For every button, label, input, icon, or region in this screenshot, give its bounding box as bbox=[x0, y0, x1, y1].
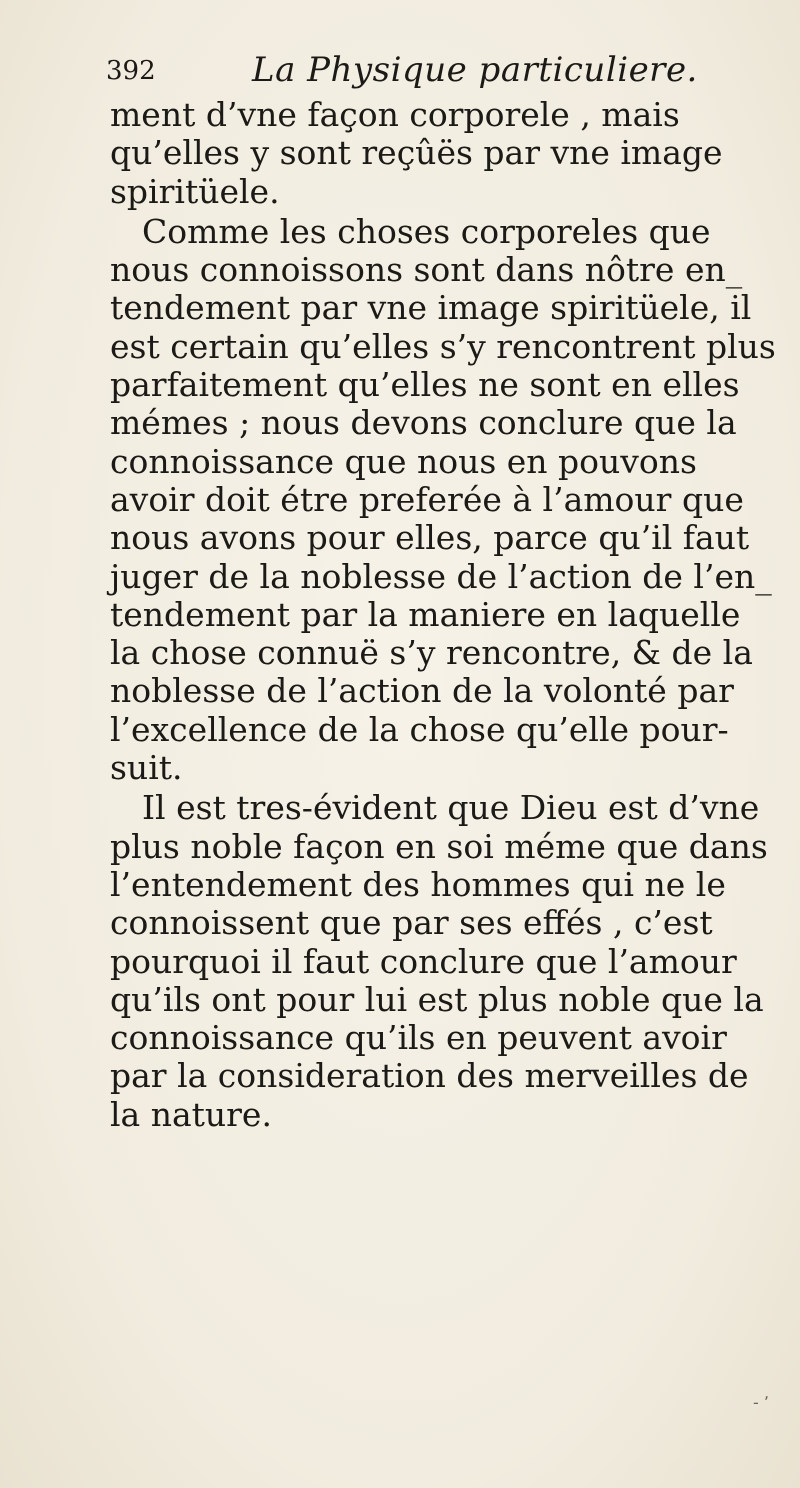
running-head-title: La Physique particuliere. bbox=[252, 50, 698, 90]
paragraph-3 bbox=[110, 789, 770, 1134]
text-line: noblesse de l’action de la volonté par bbox=[110, 671, 734, 711]
text-line: l’entendement des hommes qui ne le bbox=[110, 864, 726, 904]
text-line: tendement par vne image spiritüele, il bbox=[110, 288, 752, 328]
text-line: ment d’vne façon corporele , mais bbox=[110, 95, 680, 134]
footer-mark: - ʼ bbox=[753, 1393, 769, 1412]
text-line: qu’ils ont pour lui est plus noble que la bbox=[110, 979, 764, 1019]
text-line: Il est tres-évident que Dieu est d’vne bbox=[142, 788, 760, 828]
text-line: la chose connuë s’y rencontre, & de la bbox=[110, 633, 753, 673]
paragraph-2 bbox=[110, 211, 776, 788]
paragraph-1 bbox=[110, 96, 770, 211]
body-text bbox=[110, 95, 776, 1134]
text-line: nous avons pour elles, parce qu’il faut bbox=[110, 518, 750, 558]
text-line: connoissance qu’ils en peuvent avoir bbox=[110, 1018, 727, 1058]
text-line: est certain qu’elles s’y rencontrent plus bbox=[110, 326, 776, 366]
text-line: pourquoi il faut conclure que l’amour bbox=[110, 941, 737, 981]
text-line: tendement par la maniere en laquelle bbox=[110, 594, 741, 634]
text-line: l’excellence de la chose qu’elle pour- bbox=[110, 709, 729, 749]
text-line: la nature. bbox=[110, 1094, 272, 1134]
text-line: connoissent que par ses effés , c’est bbox=[110, 903, 713, 943]
text-line: parfaitement qu’elles ne sont en elles bbox=[110, 365, 740, 405]
text-line: par la consideration des merveilles de bbox=[110, 1056, 749, 1096]
page-number: 392 bbox=[106, 56, 156, 86]
text-line: avoir doit étre preferée à l’amour que bbox=[110, 479, 744, 519]
text-line: juger de la noblesse de l’action de l’en_ bbox=[110, 556, 772, 596]
text-line: plus noble façon en soi méme que dans bbox=[110, 826, 768, 866]
text-line: nous connoissons sont dans nôtre en_ bbox=[110, 250, 743, 290]
text-line: suit. bbox=[110, 748, 183, 788]
text-line: connoissance que nous en pouvons bbox=[110, 441, 697, 481]
running-head bbox=[106, 50, 746, 94]
text-line: spiritüele. bbox=[110, 171, 280, 211]
text-line: Comme les choses corporeles que bbox=[142, 211, 711, 251]
text-line: mémes ; nous devons conclure que la bbox=[110, 403, 737, 443]
text-line: qu’elles y sont reçûës par vne image bbox=[110, 133, 723, 173]
